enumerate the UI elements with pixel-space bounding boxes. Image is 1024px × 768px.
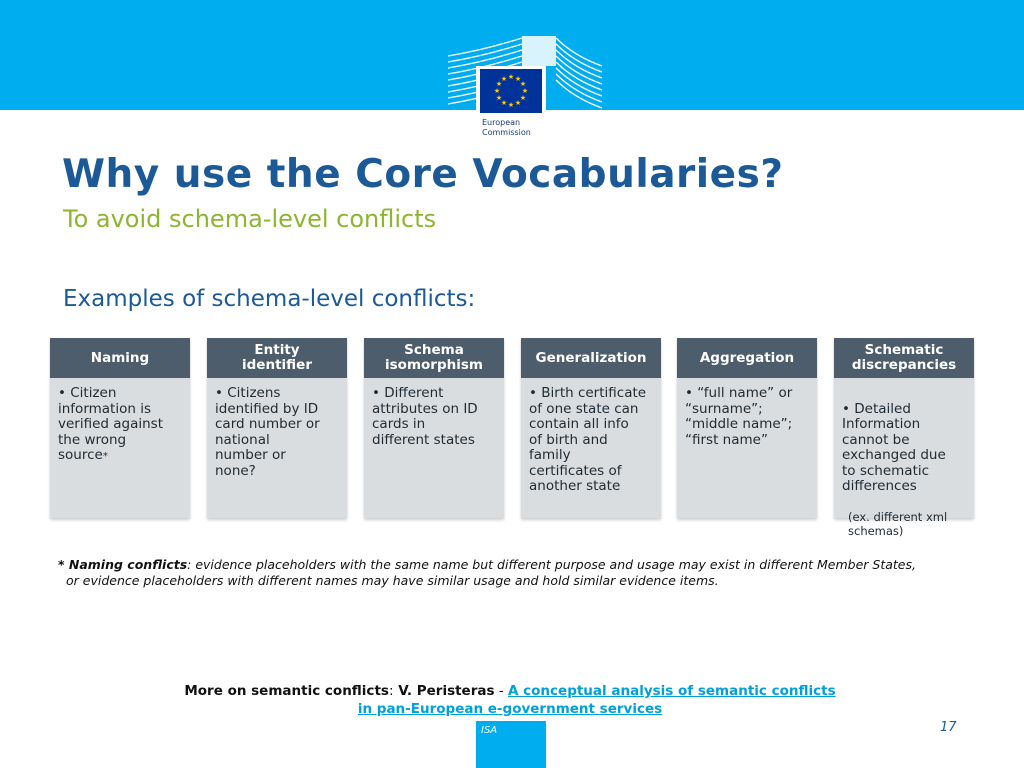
conflict-column-entity-identifier bbox=[207, 338, 347, 518]
logo-label: European Commission bbox=[482, 118, 531, 137]
logo-card bbox=[476, 66, 546, 146]
conflict-column-schema-isomorphism bbox=[364, 338, 504, 518]
more-author: V. Peristeras bbox=[393, 683, 495, 699]
footnote-line-1: : evidence placeholders with the same name but different purpose and usage may exist in different Member States, bbox=[187, 557, 916, 572]
svg-text:★: ★ bbox=[493, 87, 501, 95]
svg-text:★: ★ bbox=[521, 87, 529, 95]
column-text: • Citizens identified by ID card number or national number or none? bbox=[215, 385, 320, 479]
conflict-column-generalization bbox=[521, 338, 661, 518]
examples-heading: Examples of schema-level conflicts: bbox=[63, 286, 476, 312]
conflict-column-aggregation bbox=[677, 338, 817, 518]
more-prefix: More on semantic conflicts bbox=[184, 683, 389, 699]
column-body bbox=[207, 378, 347, 518]
svg-text:★: ★ bbox=[514, 75, 522, 83]
isa-label: ISA bbox=[481, 725, 498, 736]
conflict-column-naming bbox=[50, 338, 190, 518]
footnote-marker: * bbox=[102, 451, 108, 462]
svg-text:★: ★ bbox=[500, 75, 508, 83]
column-header: Entity identifier bbox=[207, 338, 347, 378]
svg-text:★: ★ bbox=[519, 94, 527, 102]
svg-text:★: ★ bbox=[514, 99, 522, 107]
column-header: Aggregation bbox=[677, 338, 817, 378]
column-header: Schematic discrepancies bbox=[834, 338, 974, 378]
column-header: Schema isomorphism bbox=[364, 338, 504, 378]
page-title: Why use the Core Vocabularies? bbox=[62, 152, 784, 197]
page-subtitle: To avoid schema-level conflicts bbox=[63, 205, 437, 233]
column-text: • Detailed Information cannot be exchanged due to schematic differences bbox=[842, 400, 946, 494]
column-note: (ex. different xml schemas) bbox=[848, 510, 948, 538]
european-commission-logo bbox=[444, 36, 606, 146]
page-number: 17 bbox=[940, 720, 957, 735]
svg-text:★: ★ bbox=[507, 101, 515, 109]
column-text: • “full name” or “surname”; “middle name”; “first name” bbox=[685, 385, 793, 448]
svg-text:★: ★ bbox=[507, 73, 515, 81]
more-on-semantic-conflicts bbox=[180, 682, 840, 718]
svg-text:★: ★ bbox=[495, 80, 503, 88]
column-text: • Birth certificate of one state can contain all info of birth and family certificates of another state bbox=[529, 385, 647, 494]
footnote-lead: * Naming conflicts bbox=[58, 557, 188, 572]
more-colon: : bbox=[388, 683, 394, 699]
svg-text:★: ★ bbox=[519, 80, 527, 88]
column-body bbox=[834, 378, 974, 538]
column-body bbox=[677, 378, 817, 518]
column-body bbox=[50, 378, 190, 518]
naming-conflicts-footnote bbox=[58, 557, 968, 589]
column-header: Naming bbox=[50, 338, 190, 378]
more-dash: - bbox=[494, 683, 508, 699]
column-text: • Different attributes on ID cards in different states bbox=[372, 385, 478, 448]
column-body bbox=[521, 378, 661, 518]
conflict-column-schematic-discrepancies bbox=[834, 338, 974, 538]
svg-text:★: ★ bbox=[495, 94, 503, 102]
svg-text:★: ★ bbox=[500, 99, 508, 107]
eu-flag-icon bbox=[480, 69, 542, 113]
isa-logo bbox=[476, 721, 546, 768]
conceptual-analysis-link[interactable]: A conceptual analysis of semantic conflicts in pan-European e-government services bbox=[357, 683, 836, 717]
footnote-line-2: or evidence placeholders with different names may have similar usage and hold similar evidence items. bbox=[66, 573, 719, 588]
column-header: Generalization bbox=[521, 338, 661, 378]
column-text: • Citizen information is verified against the wrong source bbox=[58, 385, 164, 463]
column-body bbox=[364, 378, 504, 518]
